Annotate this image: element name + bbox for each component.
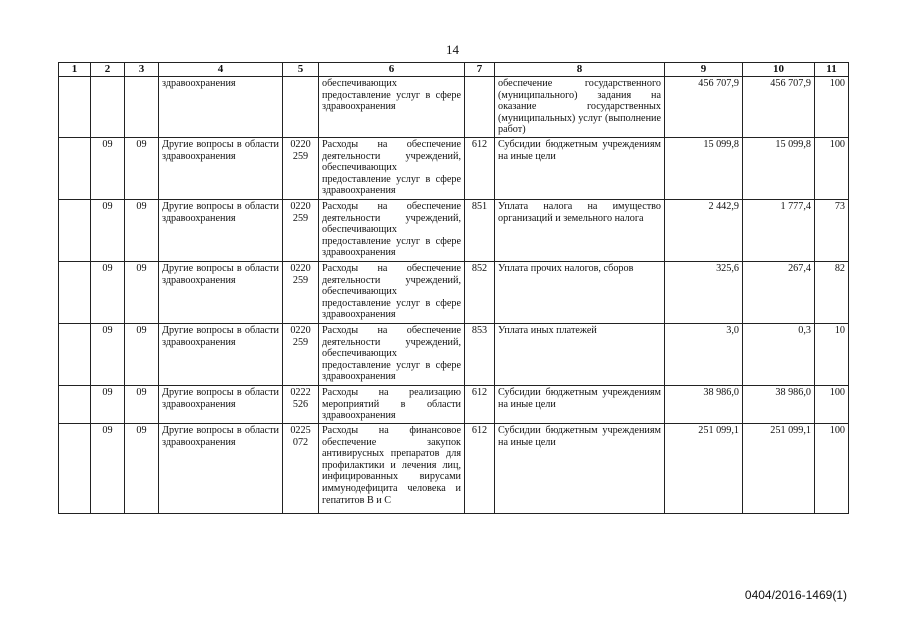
document-code: 0404/2016-1469(1) [744, 588, 847, 602]
cell-expense-type: 853 [465, 323, 495, 385]
cell-target-name: Расходы на обеспечение деятельности учреждений, обеспечивающих предоставление услуг в сфере здравоохранения [319, 323, 465, 385]
cell-expense-name: Субсидии бюджетным учреждениям на иные цели [495, 385, 665, 423]
cell-actual: 456 707,9 [743, 77, 815, 138]
cell-target-code: 0225 072 [283, 423, 319, 513]
column-header-7: 7 [465, 63, 495, 77]
column-header-4: 4 [159, 63, 283, 77]
cell-section-name: Другие вопросы в области здравоохранения [159, 199, 283, 261]
cell-subsection: 09 [125, 199, 159, 261]
cell-percent: 82 [815, 261, 849, 323]
table-row [59, 137, 849, 199]
cell-subsection: 09 [125, 137, 159, 199]
cell-target-code: 0220 259 [283, 323, 319, 385]
cell-col1 [59, 323, 91, 385]
cell-target-name: Расходы на финансовое обеспечение закупок антивирусных препаратов для профилактики и лечения лиц, инфицированных вирусами иммунодефицита человека и гепатитов В и С [319, 423, 465, 513]
cell-percent: 100 [815, 423, 849, 513]
cell-section-name: Другие вопросы в области здравоохранения [159, 323, 283, 385]
cell-target-name: обеспечивающих предоставление услуг в сфере здравоохранения [319, 77, 465, 138]
cell-percent: 100 [815, 137, 849, 199]
cell-section: 09 [91, 261, 125, 323]
cell-expense-type: 612 [465, 385, 495, 423]
cell-expense-type: 612 [465, 137, 495, 199]
cell-section-name: Другие вопросы в области здравоохранения [159, 423, 283, 513]
cell-col1 [59, 137, 91, 199]
cell-section-name: Другие вопросы в области здравоохранения [159, 385, 283, 423]
cell-planned: 2 442,9 [665, 199, 743, 261]
cell-col1 [59, 385, 91, 423]
column-header-3: 3 [125, 63, 159, 77]
cell-planned: 15 099,8 [665, 137, 743, 199]
budget-table [58, 62, 849, 514]
cell-actual: 0,3 [743, 323, 815, 385]
cell-col1 [59, 77, 91, 138]
cell-percent: 100 [815, 77, 849, 138]
cell-expense-type: 612 [465, 423, 495, 513]
table-body [59, 77, 849, 514]
cell-planned: 325,6 [665, 261, 743, 323]
cell-planned: 38 986,0 [665, 385, 743, 423]
cell-section: 09 [91, 385, 125, 423]
column-header-11: 11 [815, 63, 849, 77]
table-row [59, 323, 849, 385]
column-header-8: 8 [495, 63, 665, 77]
cell-subsection: 09 [125, 261, 159, 323]
column-header-1: 1 [59, 63, 91, 77]
cell-target-name: Расходы на обеспечение деятельности учреждений, обеспечивающих предоставление услуг в сфере здравоохранения [319, 199, 465, 261]
table-row [59, 261, 849, 323]
cell-percent: 73 [815, 199, 849, 261]
cell-section: 09 [91, 423, 125, 513]
cell-percent: 100 [815, 385, 849, 423]
cell-col1 [59, 199, 91, 261]
cell-actual: 251 099,1 [743, 423, 815, 513]
table-row [59, 385, 849, 423]
cell-subsection: 09 [125, 323, 159, 385]
cell-section: 09 [91, 199, 125, 261]
column-header-9: 9 [665, 63, 743, 77]
cell-actual: 267,4 [743, 261, 815, 323]
column-header-2: 2 [91, 63, 125, 77]
cell-expense-name: Субсидии бюджетным учреждениям на иные цели [495, 137, 665, 199]
cell-expense-name: Уплата налога на имущество организаций и земельного налога [495, 199, 665, 261]
cell-subsection [125, 77, 159, 138]
page-number: 14 [446, 42, 459, 57]
cell-expense-name: Уплата иных платежей [495, 323, 665, 385]
cell-section-name: здравоохранения [159, 77, 283, 138]
cell-actual: 38 986,0 [743, 385, 815, 423]
cell-expense-name: Субсидии бюджетным учреждениям на иные цели [495, 423, 665, 513]
cell-subsection: 09 [125, 385, 159, 423]
cell-target-name: Расходы на обеспечение деятельности учреждений, обеспечивающих предоставление услуг в сфере здравоохранения [319, 261, 465, 323]
cell-target-code [283, 77, 319, 138]
cell-section-name: Другие вопросы в области здравоохранения [159, 137, 283, 199]
cell-expense-name: Уплата прочих налогов, сборов [495, 261, 665, 323]
cell-planned: 456 707,9 [665, 77, 743, 138]
cell-target-name: Расходы на обеспечение деятельности учреждений, обеспечивающих предоставление услуг в сфере здравоохранения [319, 137, 465, 199]
column-header-5: 5 [283, 63, 319, 77]
cell-planned: 3,0 [665, 323, 743, 385]
cell-expense-type: 852 [465, 261, 495, 323]
cell-actual: 15 099,8 [743, 137, 815, 199]
column-header-10: 10 [743, 63, 815, 77]
table-row [59, 199, 849, 261]
cell-col1 [59, 423, 91, 513]
column-header-6: 6 [319, 63, 465, 77]
table-row [59, 423, 849, 513]
cell-actual: 1 777,4 [743, 199, 815, 261]
cell-section-name: Другие вопросы в области здравоохранения [159, 261, 283, 323]
cell-percent: 10 [815, 323, 849, 385]
cell-expense-name: обеспечение государственного (муниципального) задания на оказание государственных (муниципальных) услуг (выполнение работ) [495, 77, 665, 138]
table-row [59, 77, 849, 138]
cell-target-name: Расходы на реализацию мероприятий в области здравоохранения [319, 385, 465, 423]
cell-target-code: 0220 259 [283, 137, 319, 199]
cell-planned: 251 099,1 [665, 423, 743, 513]
cell-section: 09 [91, 323, 125, 385]
cell-target-code: 0220 259 [283, 199, 319, 261]
cell-section [91, 77, 125, 138]
cell-target-code: 0222 526 [283, 385, 319, 423]
cell-subsection: 09 [125, 423, 159, 513]
cell-expense-type [465, 77, 495, 138]
cell-expense-type: 851 [465, 199, 495, 261]
cell-section: 09 [91, 137, 125, 199]
cell-col1 [59, 261, 91, 323]
cell-target-code: 0220 259 [283, 261, 319, 323]
header-row [59, 63, 849, 77]
